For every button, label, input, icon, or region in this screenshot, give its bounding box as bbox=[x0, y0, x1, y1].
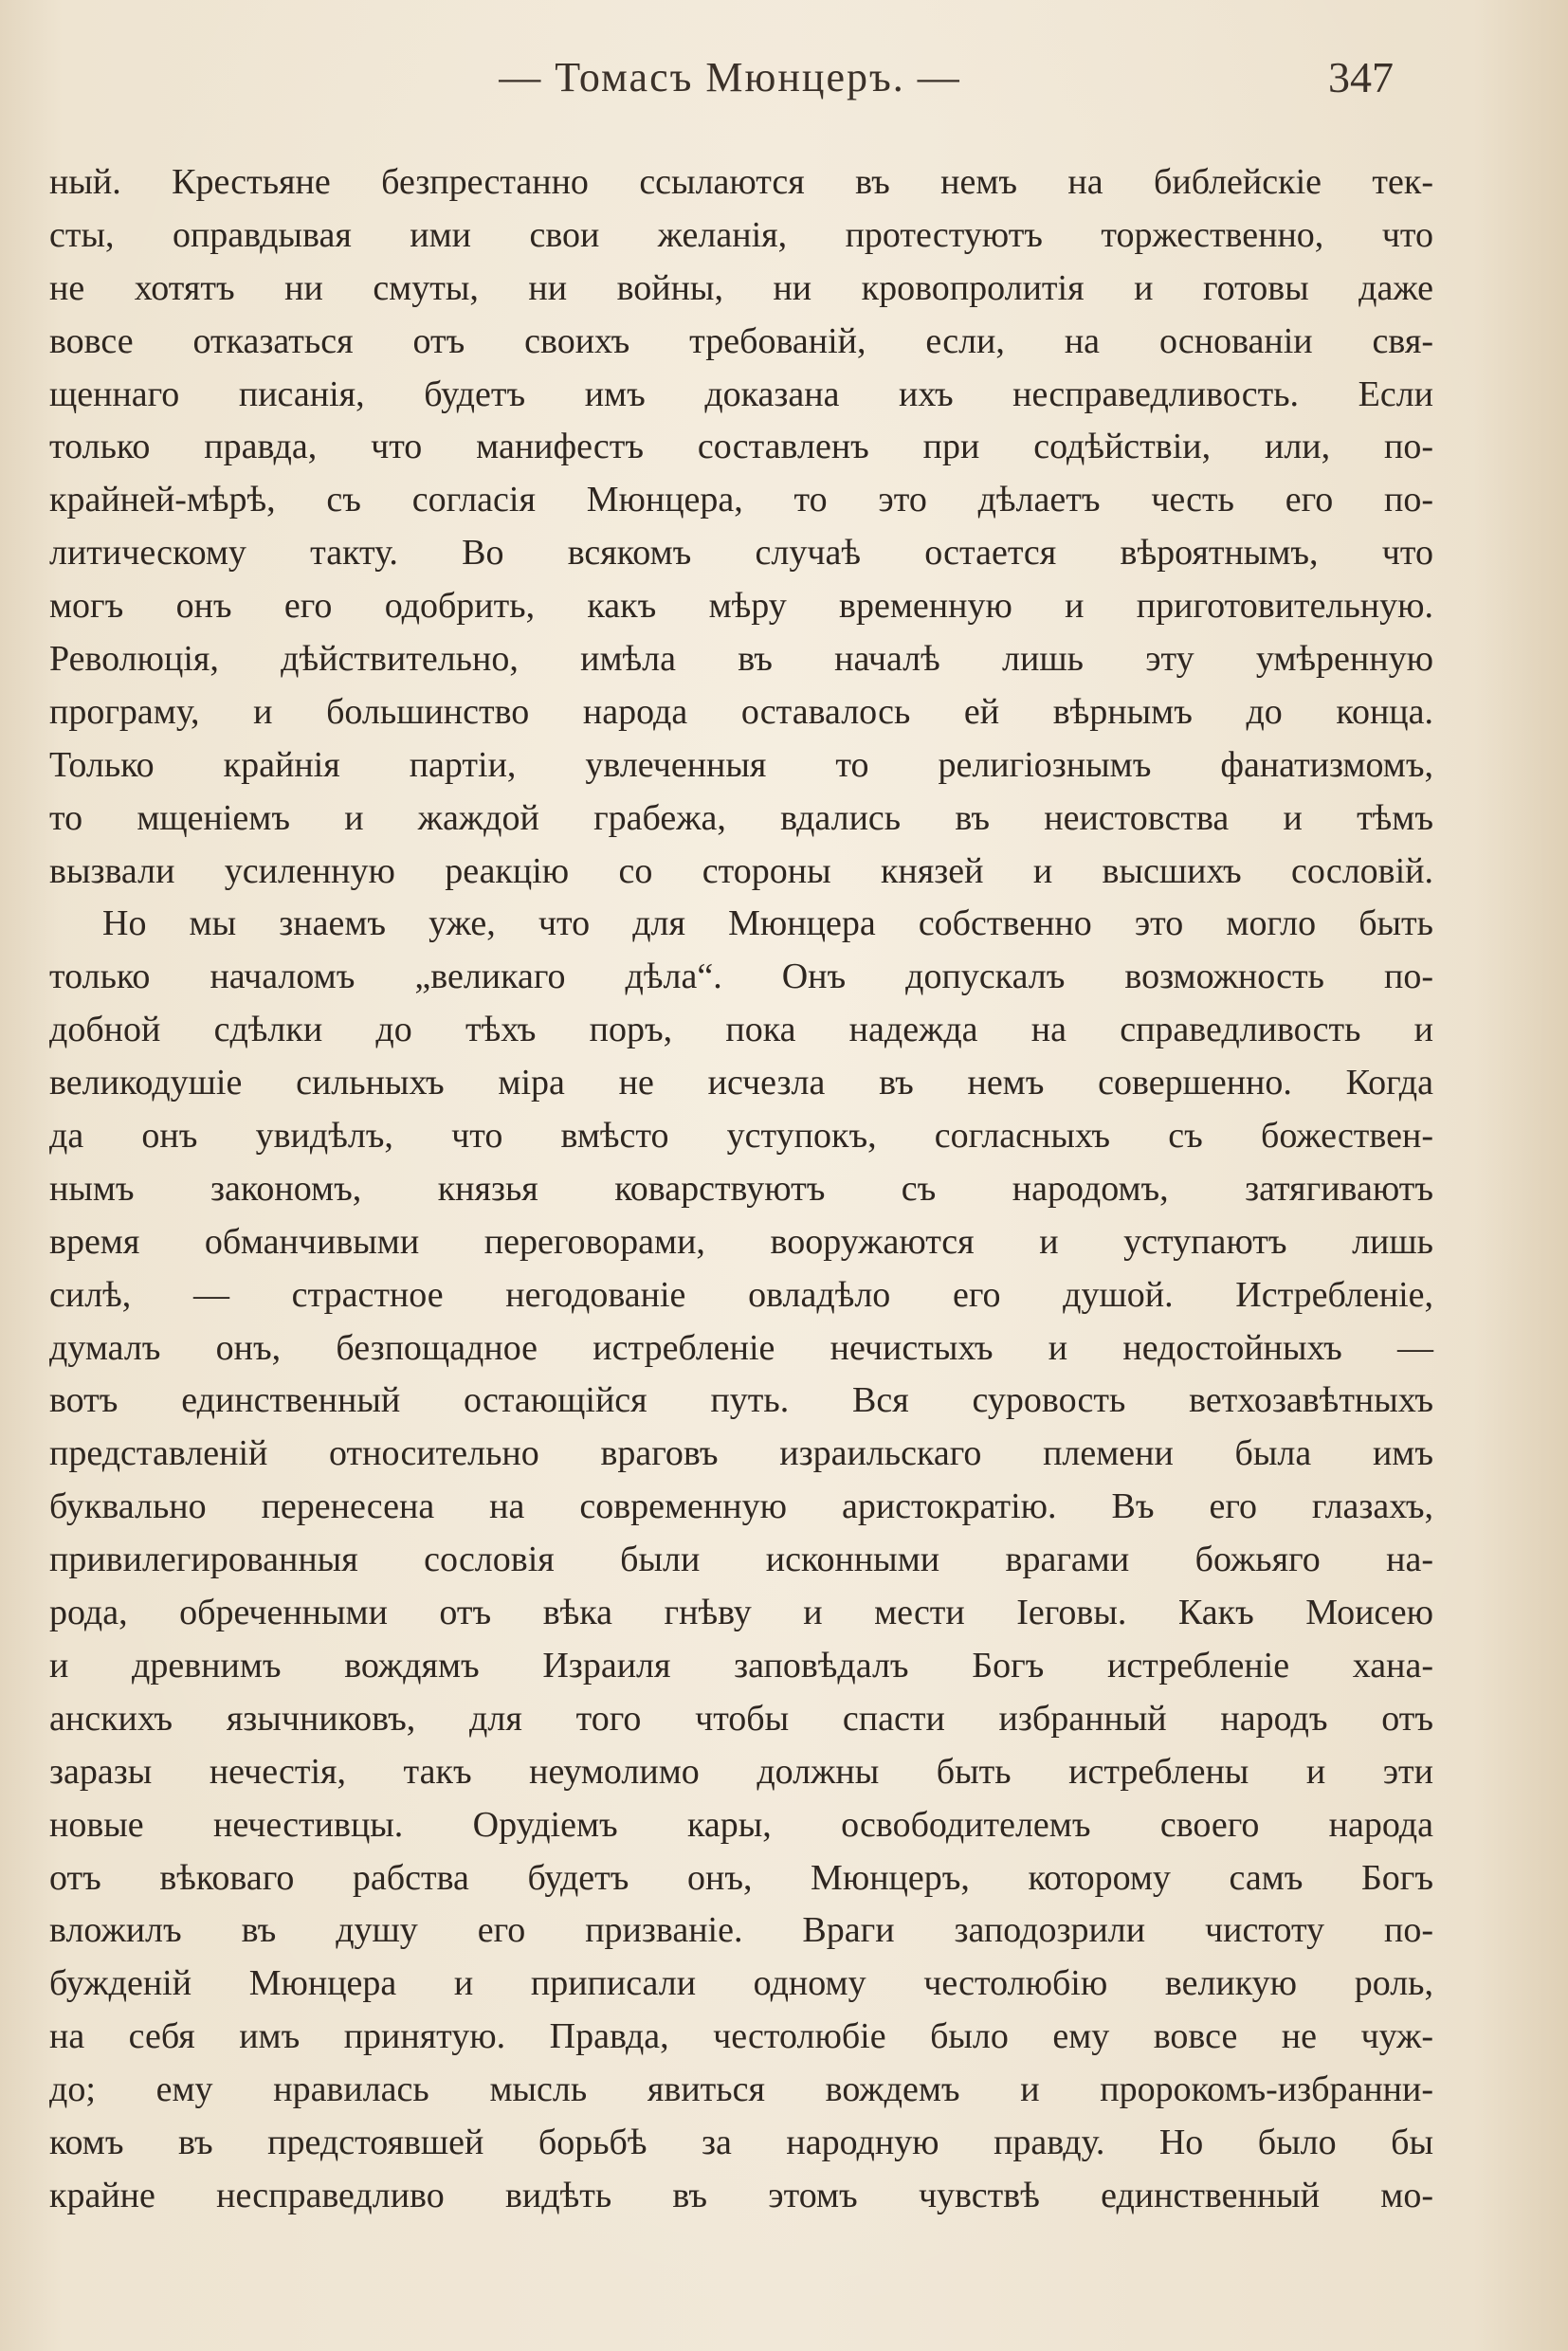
text-line: ный. Крестьяне безпрестанно ссылаются въ немъ на библейскіе тек- bbox=[49, 162, 1433, 202]
text-line: на себя имъ принятую. Правда, честолюбіе было ему вовсе не чуж- bbox=[49, 2016, 1433, 2057]
running-head bbox=[0, 49, 1568, 106]
text-line: заразы нечестія, такъ неумолимо должны быть истреблены и эти bbox=[49, 1751, 1433, 1792]
text-line: сты, оправдывая ими свои желанія, протестуютъ торжественно, что bbox=[49, 214, 1433, 255]
text-line: анскихъ язычниковъ, для того чтобы спасти избранный народъ отъ bbox=[49, 1698, 1433, 1739]
text-line: щеннаго писанія, будетъ имъ доказана ихъ несправедливость. Если bbox=[49, 374, 1433, 414]
text-line: новые нечестивцы. Орудіемъ кары, освободителемъ своего народа bbox=[49, 1804, 1433, 1845]
text-line: только правда, что манифестъ составленъ при содѣйствіи, или, по- bbox=[49, 427, 1433, 467]
text-line: не хотятъ ни смуты, ни войны, ни кровопролитія и готовы даже bbox=[49, 267, 1433, 308]
text-line: добной сдѣлки до тѣхъ поръ, пока надежда на справедливость и bbox=[49, 1010, 1433, 1050]
text-line: могъ онъ его одобрить, какъ мѣру временную и приготовительную. bbox=[49, 586, 1433, 627]
paragraph-start-line: Но мы знаемъ уже, что для Мюнцера собственно это могло быть bbox=[102, 903, 1433, 944]
text-line: до; ему нравилась мысль явиться вождемъ и пророкомъ-избранни- bbox=[49, 2069, 1433, 2110]
text-line: Революція, дѣйствительно, имѣла въ началѣ лишь эту умѣренную bbox=[49, 639, 1433, 680]
text-line: вотъ единственный остающійся путь. Вся суровость ветхозавѣтныхъ bbox=[49, 1380, 1433, 1421]
text-line: отъ вѣковаго рабства будетъ онъ, Мюнцеръ, которому самъ Богъ bbox=[49, 1857, 1433, 1898]
text-line: комъ въ предстоявшей борьбѣ за народную правду. Но было бы bbox=[49, 2122, 1433, 2162]
text-line: думалъ онъ, безпощадное истребленіе нечистыхъ и недостойныхъ — bbox=[49, 1327, 1433, 1368]
text-line: время обманчивыми переговорами, вооружаются и уступаютъ лишь bbox=[49, 1221, 1433, 1262]
text-line: только началомъ „великаго дѣла“. Онъ допускалъ возможность по- bbox=[49, 957, 1433, 997]
text-line: програму, и большинство народа оставалось ей вѣрнымъ до конца. bbox=[49, 691, 1433, 732]
page-number: 347 bbox=[1328, 53, 1394, 101]
running-title: — Томасъ Мюнцеръ. — bbox=[499, 54, 961, 100]
text-line: великодушіе сильныхъ міра не исчезла въ немъ совершенно. Когда bbox=[49, 1063, 1433, 1103]
text-line: вызвали усиленную реакцію со стороны князей и высшихъ сословій. bbox=[49, 850, 1433, 891]
text-line: буквально перенесена на современную аристократію. Въ его глазахъ, bbox=[49, 1486, 1433, 1527]
text-line: рода, обреченными отъ вѣка гнѣву и мести Іеговы. Какъ Моисею bbox=[49, 1593, 1433, 1633]
text-line: вложилъ въ душу его призваніе. Враги заподозрили чистоту по- bbox=[49, 1910, 1433, 1951]
text-line: да онъ увидѣлъ, что вмѣсто уступокъ, согласныхъ съ божествен- bbox=[49, 1116, 1433, 1157]
text-line: литическому такту. Во всякомъ случаѣ остается вѣроятнымъ, что bbox=[49, 533, 1433, 574]
text-line: представленій относительно враговъ израильскаго племени была имъ bbox=[49, 1433, 1433, 1474]
text-line: то мщеніемъ и жаждой грабежа, вдались въ неистовства и тѣмъ bbox=[49, 797, 1433, 838]
body-text bbox=[49, 156, 1433, 2223]
text-line: Только крайнія партіи, увлеченныя то религіознымъ фанатизмомъ, bbox=[49, 744, 1433, 785]
text-line: и древнимъ вождямъ Израиля заповѣдалъ Богъ истребленіе хана- bbox=[49, 1645, 1433, 1686]
text-line: крайне несправедливо видѣть въ этомъ чувствѣ единственный мо- bbox=[49, 2175, 1433, 2215]
text-line: силѣ, — страстное негодованіе овладѣло его душой. Истребленіе, bbox=[49, 1274, 1433, 1315]
text-line: бужденій Мюнцера и приписали одному честолюбію великую роль, bbox=[49, 1963, 1433, 2004]
text-line: привилегированныя сословія были исконными врагами божьяго на- bbox=[49, 1540, 1433, 1580]
text-line: крайней-мѣрѣ, съ согласія Мюнцера, то это дѣлаетъ честь его по- bbox=[49, 480, 1433, 520]
text-line: нымъ закономъ, князья коварствуютъ съ народомъ, затягиваютъ bbox=[49, 1168, 1433, 1209]
text-line: вовсе отказаться отъ своихъ требованій, если, на основаніи свя- bbox=[49, 320, 1433, 361]
